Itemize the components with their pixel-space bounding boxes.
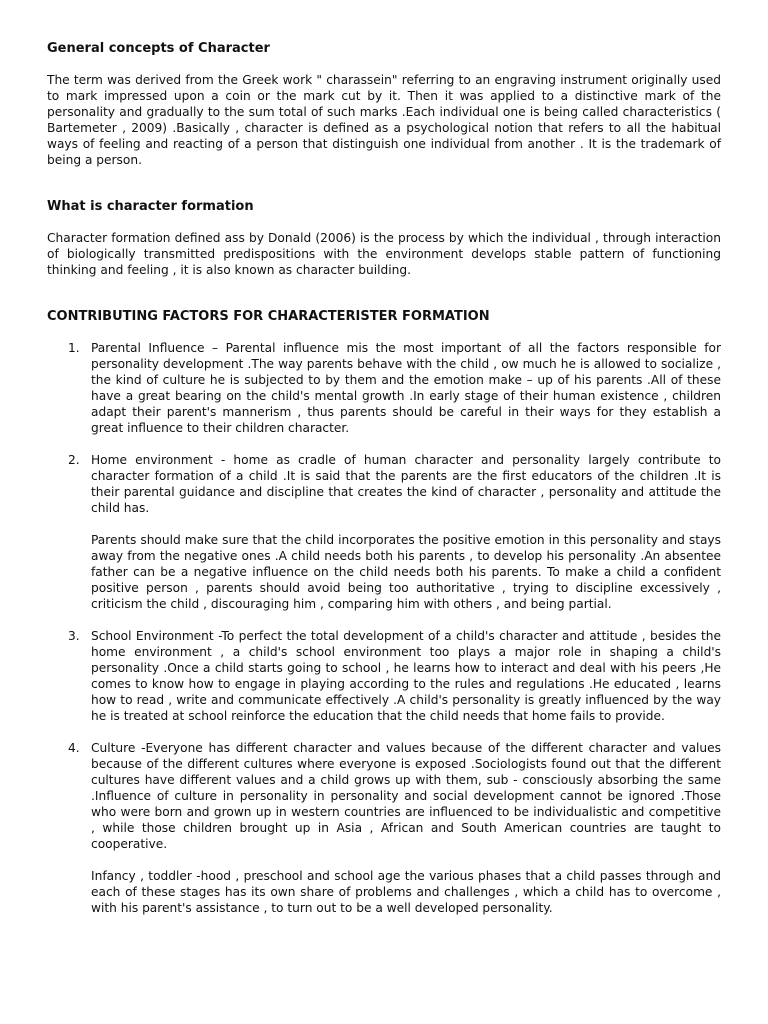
list-item-number: 2.: [68, 453, 80, 467]
list-item-number: 1.: [68, 341, 80, 355]
list-item-culture: [47, 740, 721, 916]
list-item-paragraph: Home environment - home as cradle of human character and personality largely contribute to character formation of a child .It is said that the parents are the first educators of the children .It is their parental guidance and discipline that creates the kind of character , personality and attitude the child has.: [91, 453, 721, 515]
list-item-paragraph: Parents should make sure that the child incorporates the positive emotion in this personality and stays away from the negative ones .A child needs both his parents , to develop his personality .An absentee father can be a negative influence on the child needs both his parents. To make a child a confident positive person , parents should avoid being too authoritative , trying to discipline excessively , criticism the child , discouraging him , comparing him with others , and being partial.: [91, 533, 721, 611]
heading-contributing-factors: CONTRIBUTING FACTORS FOR CHARACTERISTER FORMATION: [47, 309, 490, 324]
list-item-paragraph: Parental Influence – Parental influence mis the most important of all the factors responsible for personality development .The way parents behave with the child , ow much he is allowed to socialize , the kind of culture he is subjected to by them and the emotion make – up of his parents .All of these have a great bearing on the child's mental growth .In early stage of their human existence , children adapt their parent's mannerism , thus parents should be careful in their ways for they establish a great influence to their children character.: [91, 341, 721, 435]
heading-character-formation: What is character formation: [47, 199, 254, 214]
paragraph-character-definition: The term was derived from the Greek work " charassein" referring to an engraving instrument originally used to mark impressed upon a coin or the mark cut by it. Then it was applied to a distinctive mark of the personality and gradually to the sum total of such marks .Each individual one is being called characteristics ( Bartemeter , 2009) .Basically , character is defined as a psychological notion that refers to all the habitual ways of feeling and reacting of a person that distinguish one individual from another . It is the trademark of being a person.: [47, 73, 721, 167]
list-item-number: 4.: [68, 741, 80, 755]
list-item-school-environment: [47, 628, 721, 724]
list-item-paragraph: Infancy , toddler -hood , preschool and school age the various phases that a child passes through and each of these stages has its own share of problems and challenges , which a child has to overcome , with his parent's assistance , to turn out to be a well developed personality.: [91, 869, 721, 915]
list-item-paragraph: School Environment -To perfect the total development of a child's character and attitude , besides the home environment , a child's school environment too plays a major role in shaping a child's personality .Once a child starts going to school , he learns how to interact and deal with his peers ,He comes to know how to engage in playing according to the rules and regulations .He educated , learns how to read , write and communicate effectively .A child's personality is greatly influenced by the way he is treated at school reinforce the education that the child needs that home fails to provide.: [91, 629, 721, 723]
list-item-paragraph: Culture -Everyone has different character and values because of the different character and values because of the different cultures where everyone is exposed .Sociologists found out that the different cultures have different values and a child grows up with them, sub - consciously absorbing the same .Influence of culture in personality in personality and social development cannot be ignored .Those who were born and grown up in western countries are influenced to be individualistic and competitive , while those children brought up in Asia , African and South American countries are taught to cooperative.: [91, 741, 721, 851]
heading-general-concepts: General concepts of Character: [47, 41, 270, 56]
list-item-home-environment: [47, 452, 721, 612]
list-item-number: 3.: [68, 629, 80, 643]
factors-list: [47, 340, 721, 916]
list-item-parental-influence: [47, 340, 721, 436]
paragraph-character-formation: Character formation defined ass by Donald (2006) is the process by which the individual , through interaction of biologically transmitted predispositions with the environment develops stable pattern of functioning thinking and feeling , it is also known as character building.: [47, 231, 721, 277]
